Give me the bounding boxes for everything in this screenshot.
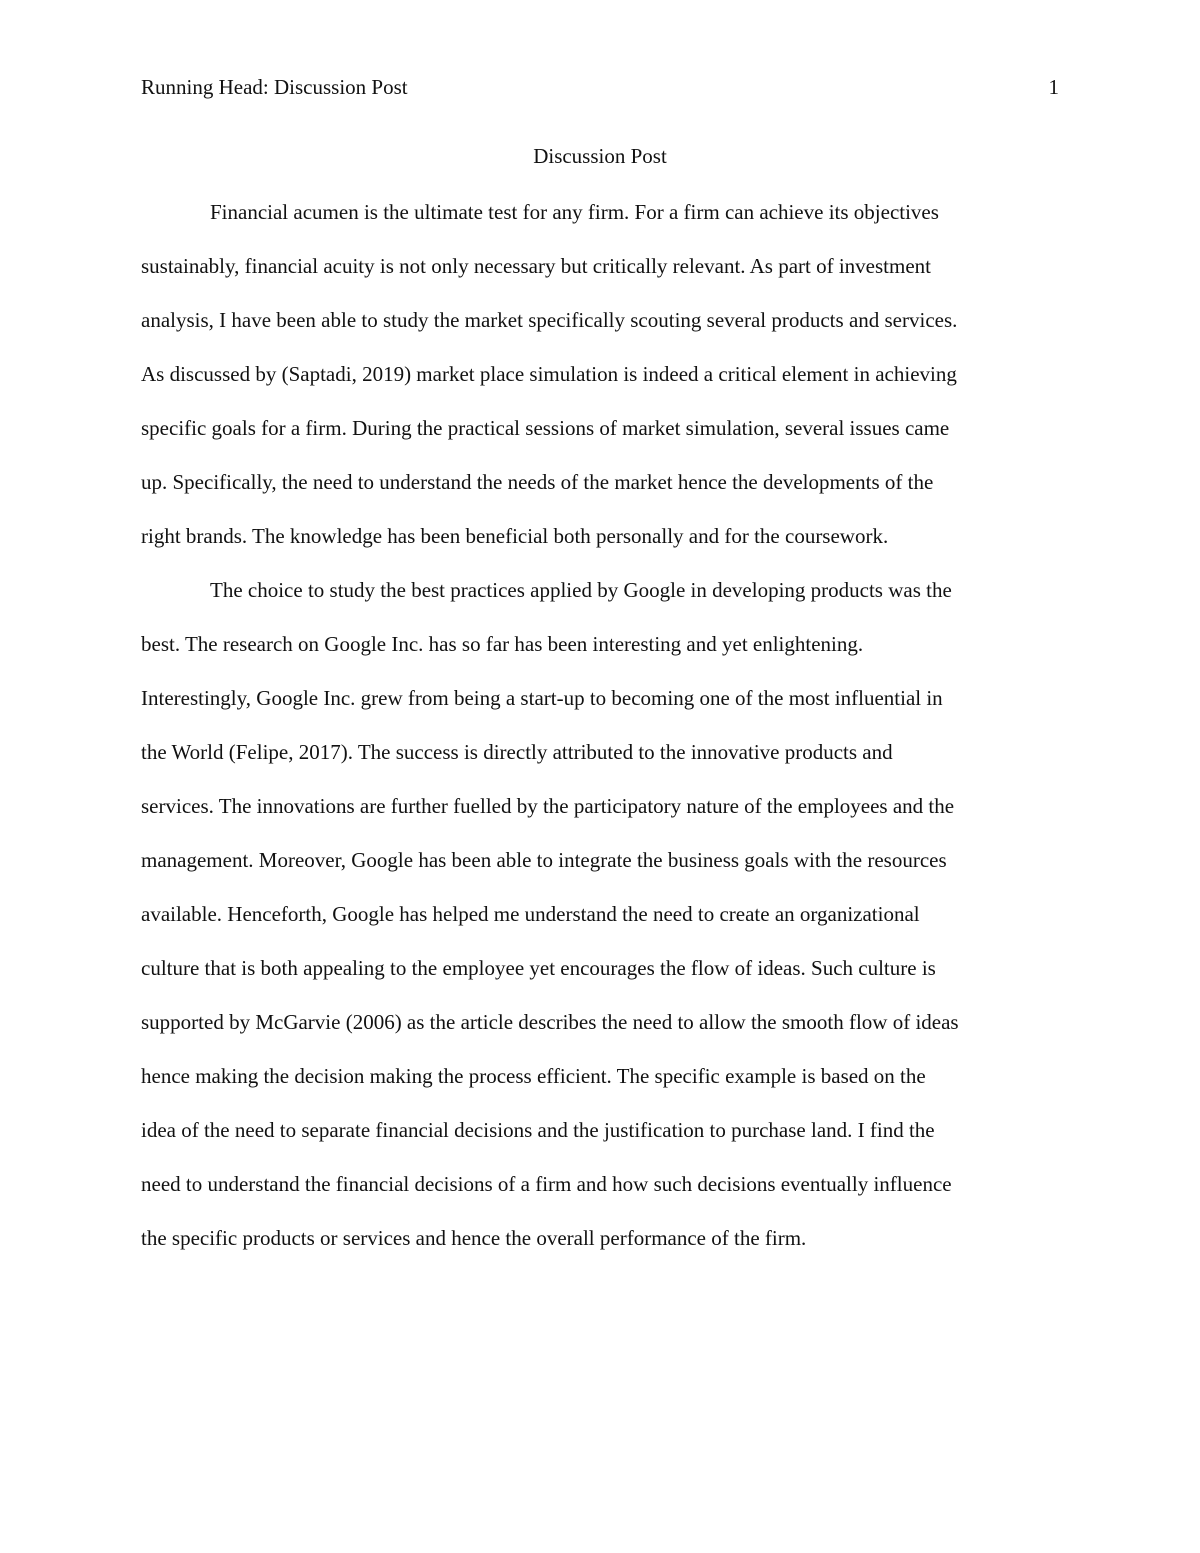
text-line: need to understand the financial decisions of a firm and how such decisions eventually influence: [141, 1172, 952, 1196]
text-line: Interestingly, Google Inc. grew from being a start-up to becoming one of the most influential in: [141, 686, 943, 710]
text-line: the World (Felipe, 2017). The success is directly attributed to the innovative products and: [141, 740, 893, 764]
text-line: culture that is both appealing to the employee yet encourages the flow of ideas. Such culture is: [141, 956, 936, 980]
text-line: specific goals for a firm. During the practical sessions of market simulation, several issues came: [141, 416, 950, 440]
text-line: Financial acumen is the ultimate test for any firm. For a firm can achieve its objectives: [210, 200, 939, 224]
text-line: available. Henceforth, Google has helped me understand the need to create an organizational: [141, 902, 920, 926]
document-body: [141, 185, 1059, 1265]
text-line: up. Specifically, the need to understand the needs of the market hence the developments of the: [141, 470, 934, 494]
text-line: As discussed by (Saptadi, 2019) market place simulation is indeed a critical element in achieving: [141, 362, 957, 386]
paragraph-1: [141, 185, 1059, 563]
document-title: Discussion Post: [533, 144, 667, 168]
page-header: [141, 72, 1059, 102]
text-line: the specific products or services and hence the overall performance of the firm.: [141, 1226, 807, 1250]
page-number: 1: [1048, 75, 1059, 99]
text-line: supported by McGarvie (2006) as the article describes the need to allow the smooth flow of ideas: [141, 1010, 959, 1034]
text-line: right brands. The knowledge has been beneficial both personally and for the coursework.: [141, 524, 889, 548]
text-line: best. The research on Google Inc. has so far has been interesting and yet enlightening.: [141, 632, 864, 656]
text-line: analysis, I have been able to study the market specifically scouting several products and services.: [141, 308, 958, 332]
text-line: sustainably, financial acuity is not only necessary but critically relevant. As part of investment: [141, 254, 932, 278]
text-line: hence making the decision making the process efficient. The specific example is based on the: [141, 1064, 926, 1088]
running-head: Running Head: Discussion Post: [141, 75, 408, 99]
text-line: The choice to study the best practices applied by Google in developing products was the: [210, 578, 952, 602]
text-line: management. Moreover, Google has been able to integrate the business goals with the resources: [141, 848, 947, 872]
paragraph-2: [141, 563, 1059, 1265]
text-line: idea of the need to separate financial decisions and the justification to purchase land. I find the: [141, 1118, 935, 1142]
text-line: services. The innovations are further fuelled by the participatory nature of the employees and the: [141, 794, 955, 818]
